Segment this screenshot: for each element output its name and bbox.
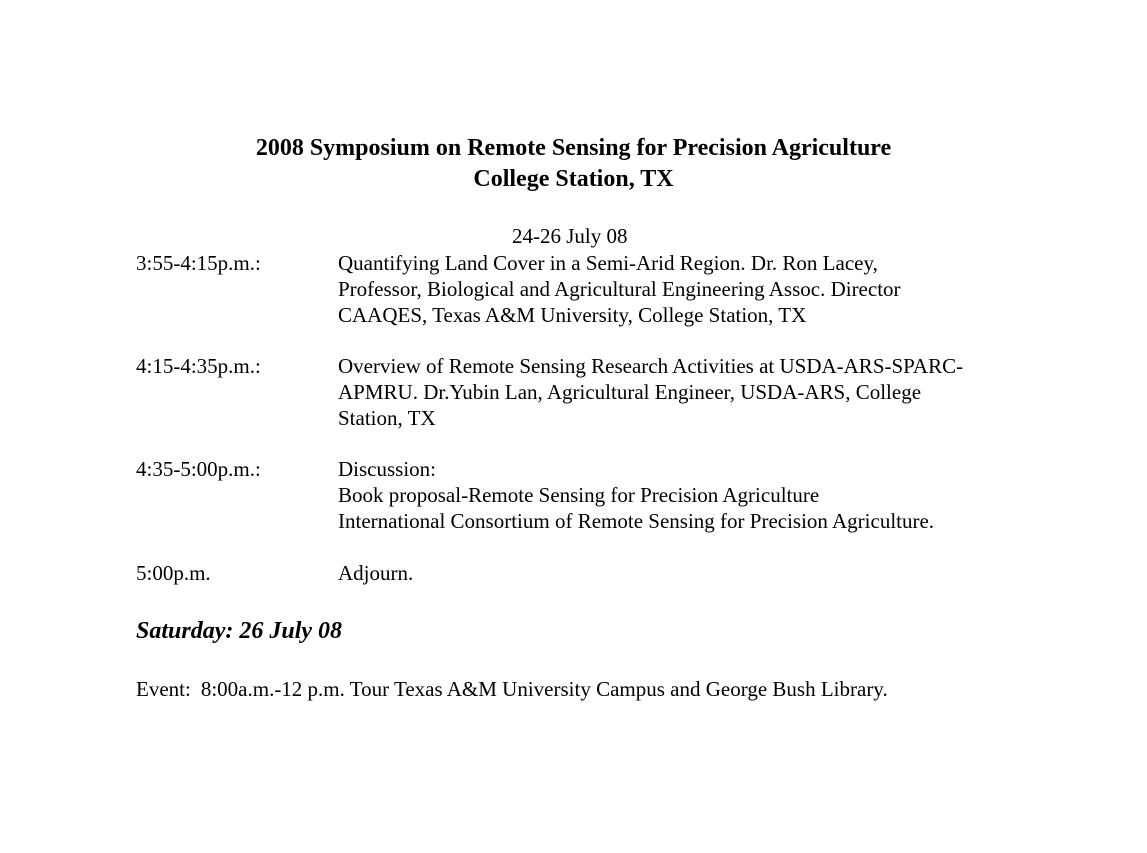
schedule-description	[338, 456, 934, 534]
schedule-time: 4:15-4:35p.m.:	[136, 354, 261, 378]
schedule-time: 4:35-5:00p.m.:	[136, 457, 261, 481]
schedule-time: 5:00p.m.	[136, 561, 211, 585]
description-line: Adjourn.	[338, 561, 414, 585]
description-line: Discussion:	[338, 457, 437, 481]
description-line: International Consortium of Remote Sensing for Precision Agriculture.	[338, 509, 935, 533]
description-line: CAAQES, Texas A&M University, College Station, TX	[338, 303, 807, 327]
description-line: Professor, Biological and Agricultural Engineering Assoc. Director	[338, 277, 901, 301]
event-label: Event:	[136, 677, 191, 701]
description-line: Overview of Remote Sensing Research Activities at USDA-ARS-SPARC-	[338, 354, 964, 378]
schedule-description	[338, 353, 963, 431]
saturday-event	[136, 676, 888, 702]
description-line: APMRU. Dr.Yubin Lan, Agricultural Engineer, USDA-ARS, College	[338, 380, 922, 404]
schedule-time: 3:55-4:15p.m.:	[136, 251, 261, 275]
saturday-heading: Saturday: 26 July 08	[136, 618, 343, 644]
description-line: Quantifying Land Cover in a Semi-Arid Region. Dr. Ron Lacey,	[338, 251, 878, 275]
description-line: Station, TX	[338, 406, 436, 430]
schedule-description	[338, 250, 901, 328]
event-text: 8:00a.m.-12 p.m. Tour Texas A&M University Campus and George Bush Library.	[200, 677, 888, 701]
symposium-dates: 24-26 July 08	[512, 224, 628, 248]
description-line: Book proposal-Remote Sensing for Precision Agriculture	[338, 483, 820, 507]
schedule-description	[338, 560, 413, 586]
document-title: 2008 Symposium on Remote Sensing for Precision Agriculture	[255, 135, 892, 161]
document-subtitle-location: College Station, TX	[473, 166, 674, 192]
